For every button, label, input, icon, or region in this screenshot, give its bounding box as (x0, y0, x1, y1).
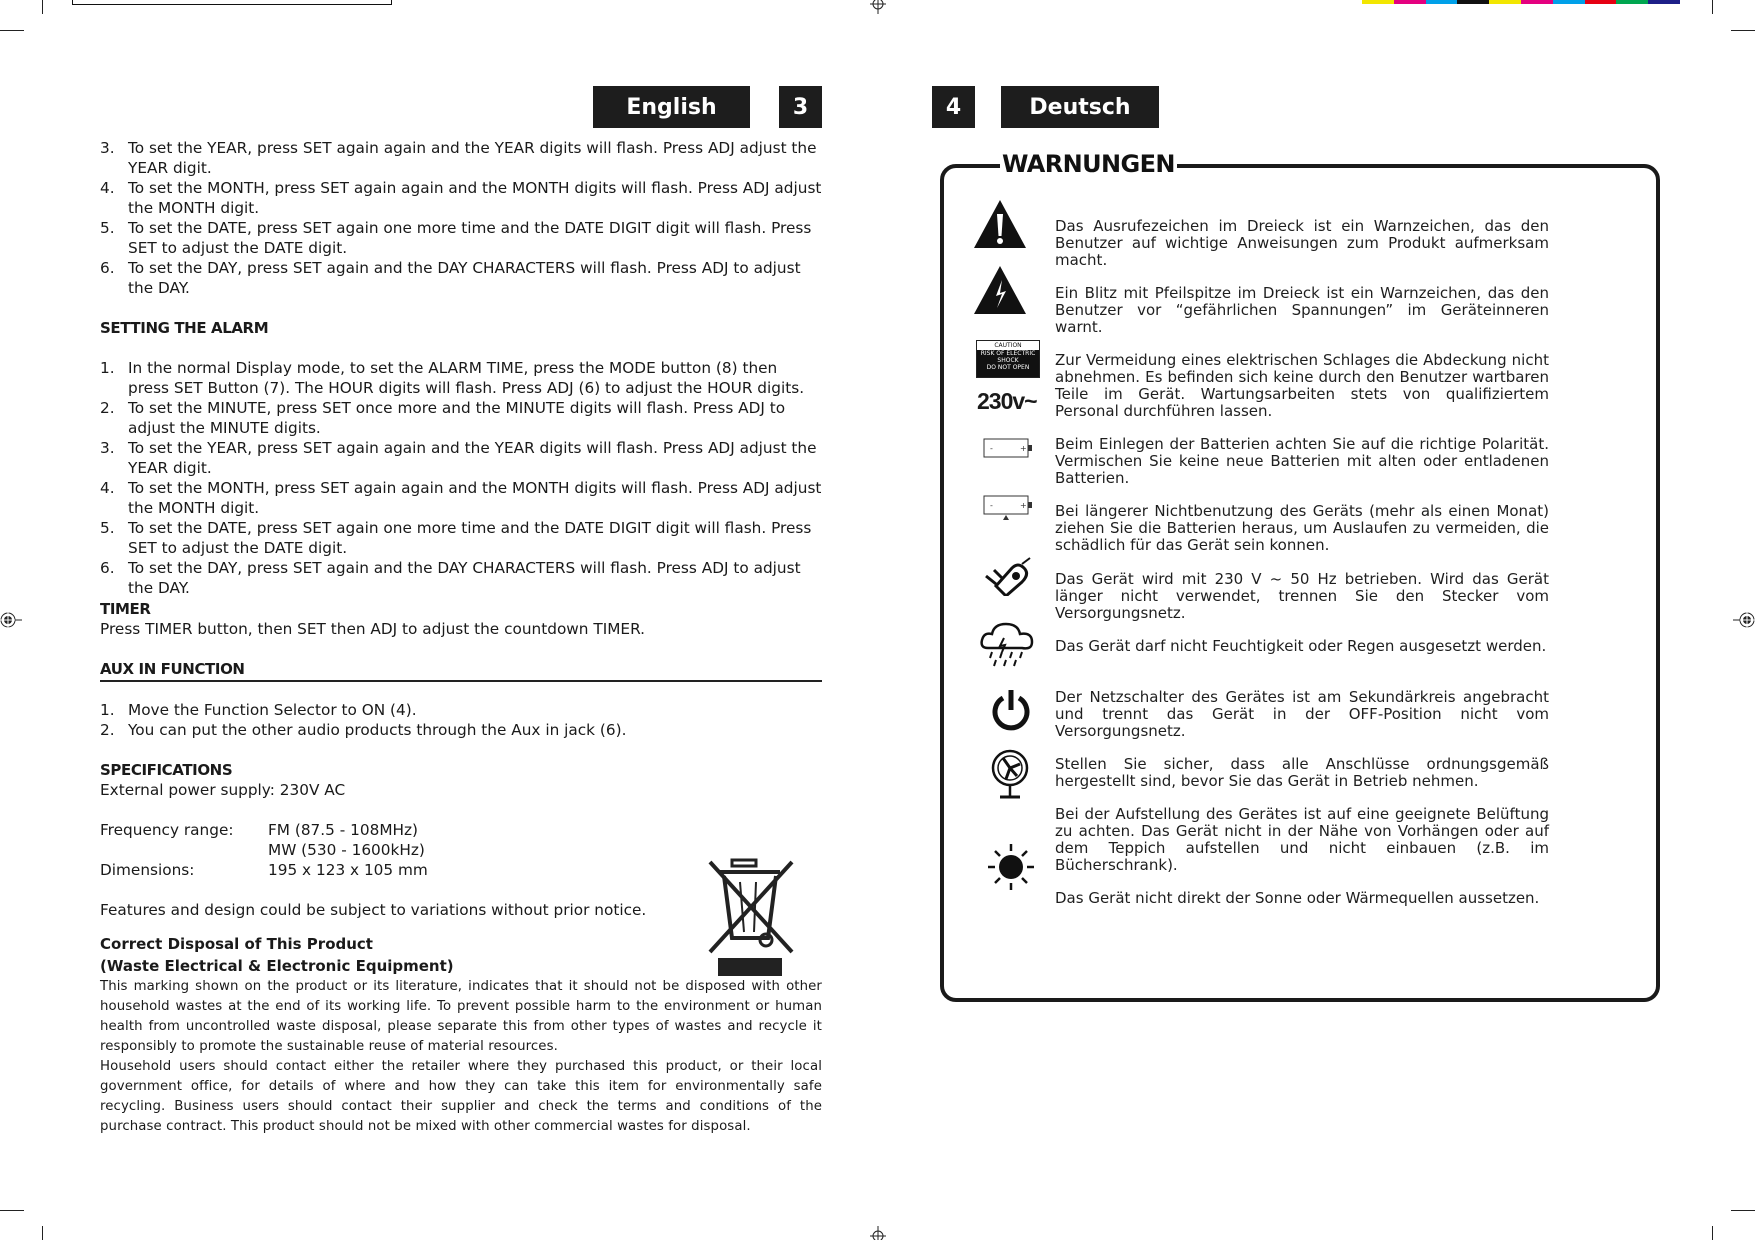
english-column (100, 138, 822, 1137)
svg-text:+: + (1020, 444, 1027, 453)
list-text: In the normal Display mode, to set the ALARM TIME, press the MODE button (8) then press SET Button (7). The HOUR digits will flash. Press ADJ (6) to adjust the HOUR digits. (128, 359, 805, 397)
variation-notice: Features and design could be subject to variations without prior notice. (100, 901, 647, 919)
list-text: To set the DATE, press SET again one more time and the DATE DIGIT digit will flash. Press SET to adjust the DATE digit. (128, 519, 812, 557)
list-number: 6. (100, 559, 115, 577)
power-plug-icon (982, 556, 1032, 596)
crop-mark (1731, 30, 1755, 31)
crop-mark (1712, 1226, 1713, 1240)
exclamation-triangle-icon (972, 198, 1028, 250)
list-text: To set the DAY, press SET again and the DAY CHARACTERS will flash. Press ADJ to adjust the DAY. (128, 559, 801, 597)
warning-text: Ein Blitz mit Pfeilspitze im Dreieck ist ein Warnzeichen, das den Benutzer vor “gefährlichen Spannungen” im Geräteinneren warnt. (1055, 284, 1549, 336)
crop-mark (1712, 0, 1713, 14)
warning-text: Der Netzschalter des Gerätes ist am Sekundärkreis angebracht und trennt das Gerät in der OFF-Position nicht vom Versorgungsnetz. (1055, 688, 1549, 740)
power-switch-icon (989, 688, 1033, 732)
caution-label-icon (976, 340, 1040, 378)
spec-label: Dimensions: (100, 861, 195, 879)
caution-text: RISK OF ELECTRIC (980, 350, 1036, 357)
svg-text:-: - (990, 501, 993, 510)
list-text: To set the MONTH, press SET again again and the MONTH digits will flash. Press ADJ adjust the MONTH digit. (128, 179, 822, 217)
list-number: 6. (100, 259, 115, 277)
specs-heading: SPECIFICATIONS (100, 761, 233, 779)
list-text: To set the MONTH, press SET again again and the MONTH digits will flash. Press ADJ adjust the MONTH digit. (128, 479, 822, 517)
list-item (100, 558, 822, 598)
warning-text: Stellen Sie sicher, dass alle Anschlüsse ordnungsgemäß hergestellt sind, bevor Sie das Gerät in Betrieb nehmen. (1055, 755, 1549, 790)
list-item (100, 398, 822, 438)
page-number: 4 (945, 94, 962, 120)
power-supply: External power supply: 230V AC (100, 781, 346, 799)
caution-text: CAUTION (977, 341, 1039, 350)
list-item (100, 358, 822, 398)
list-text: To set the DATE, press SET again one more time and the DATE DIGIT digit will flash. Press SET to adjust the DATE digit. (128, 219, 812, 257)
list-text: To set the MINUTE, press SET once more and the MINUTE digits will flash. Press ADJ to adjust the MINUTE digits. (128, 399, 786, 437)
spec-label: Frequency range: (100, 821, 234, 839)
list-item (100, 178, 822, 218)
battery-polarity-icon (982, 436, 1034, 460)
crossed-out-bin-icon (706, 856, 796, 978)
list-text: Move the Function Selector to ON (4). (128, 701, 417, 719)
warnings-title: WARNUNGEN (1002, 150, 1175, 178)
warning-text: Das Ausrufezeichen im Dreieck ist ein Warnzeichen, das den Benutzer auf wichtige Anweisungen zum Produkt aufmerksam macht. (1055, 217, 1549, 269)
page-number-left (779, 86, 822, 128)
timer-text: Press TIMER button, then SET then ADJ to adjust the countdown TIMER. (100, 620, 646, 638)
spec-frequency (100, 820, 822, 840)
svg-text:+: + (1020, 501, 1027, 510)
disposal-paragraph: This marking shown on the product or its literature, indicates that it should not be disposed with other household wastes at the end of its working life. To prevent possible harm to the environment or human health from uncontrolled waste disposal, please separate this from other types of wastes and recycle it responsibly to promote the sustainable reuse of material resources. (100, 979, 822, 1054)
list-text: To set the DAY, press SET again and the DAY CHARACTERS will flash. Press ADJ to adjust the DAY. (128, 259, 801, 297)
registration-mark-icon (868, 1226, 888, 1240)
timer-heading: TIMER (100, 600, 151, 618)
list-text: To set the YEAR, press SET again again and the YEAR digits will flash. Press ADJ adjust the YEAR digit. (128, 139, 817, 177)
list-number: 2. (100, 399, 115, 417)
color-swatch (1394, 0, 1426, 4)
warning-text: Bei längerer Nichtbenutzung des Geräts (mehr als einen Monat) ziehen Sie die Batterien heraus, um Auslaufen zu vermeiden, die schädlich für das Gerät sein konnen. (1055, 502, 1549, 554)
crop-mark (0, 1210, 24, 1211)
list-item (100, 478, 822, 518)
battery-remove-icon (982, 493, 1034, 523)
crop-mark (42, 1226, 43, 1240)
alarm-heading: SETTING THE ALARM (100, 319, 269, 337)
sun-icon (986, 842, 1036, 892)
page-number-right (932, 86, 975, 128)
list-item (100, 218, 822, 258)
ventilation-fan-icon (988, 748, 1032, 800)
rain-cloud-icon (978, 620, 1036, 668)
registration-mark-icon (1733, 608, 1755, 632)
warning-text: Das Gerät wird mit 230 V ~ 50 Hz betrieben. Wird das Gerät länger nicht verwendet, trennen Sie den Stecker vom Versorgungsnetz. (1055, 570, 1549, 622)
color-swatch (1585, 0, 1617, 4)
color-swatch (1616, 0, 1648, 4)
list-text: You can put the other audio products through the Aux in jack (6). (128, 721, 627, 739)
list-number: 2. (100, 721, 115, 739)
print-gray-bar (72, 0, 392, 5)
list-number: 4. (100, 179, 115, 197)
clock-setting-list (100, 138, 822, 298)
language-label: Deutsch (1029, 94, 1131, 120)
registration-mark-icon (0, 608, 22, 632)
warning-text: Bei der Aufstellung des Gerätes ist auf eine geeignete Belüftung zu achten. Das Gerät nicht in der Nähe von Vorhängen oder auf dem Teppich aufstellen und nicht einbauen (z.B. im Bücherschrank). (1055, 805, 1549, 874)
list-item (100, 700, 822, 720)
crop-mark (42, 0, 43, 14)
color-swatch (1426, 0, 1458, 4)
spec-value: FM (87.5 - 108MHz) (268, 821, 419, 839)
caution-text: DO NOT OPEN (986, 364, 1030, 371)
warning-text: Zur Vermeidung eines elektrischen Schlages die Abdeckung nicht abnehmen. Es befinden sich keine durch den Benutzer wartbaren Teile im Gerät. Wartungsarbeiten stets von qualifiziertem Personal durchführen lassen. (1055, 351, 1549, 420)
list-item (100, 258, 822, 298)
aux-heading: AUX IN FUNCTION (100, 659, 822, 682)
color-swatch (1489, 0, 1521, 4)
crop-mark (0, 30, 24, 31)
color-swatch (1648, 0, 1680, 4)
caution-text: SHOCK (997, 357, 1019, 364)
spec-value: MW (530 - 1600kHz) (268, 841, 425, 859)
page-number: 3 (792, 94, 809, 120)
warning-text: Das Gerät nicht direkt der Sonne oder Wärmequellen aussetzen. (1055, 889, 1540, 907)
language-label: English (626, 94, 717, 120)
color-swatch (1521, 0, 1553, 4)
list-number: 4. (100, 479, 115, 497)
svg-text:-: - (990, 444, 993, 453)
print-color-bar (1362, 0, 1680, 4)
color-swatch (1457, 0, 1489, 4)
registration-mark-icon (868, 0, 888, 14)
list-number: 1. (100, 701, 115, 719)
list-number: 3. (100, 439, 115, 457)
list-number: 1. (100, 359, 115, 377)
list-item (100, 720, 822, 740)
list-number: 3. (100, 139, 115, 157)
list-item (100, 438, 822, 478)
list-item (100, 138, 822, 178)
language-tab-deutsch (1001, 86, 1159, 128)
lightning-triangle-icon (972, 264, 1028, 316)
warning-text: Beim Einlegen der Batterien achten Sie auf die richtige Polarität. Vermischen Sie keine neue Batterien mit alten oder entladenen Batterien. (1055, 435, 1549, 487)
alarm-setting-list (100, 358, 822, 598)
list-number: 5. (100, 219, 115, 237)
language-tab-english (593, 86, 750, 128)
aux-list (100, 700, 822, 740)
list-item (100, 518, 822, 558)
voltage-label: 230v~ (977, 388, 1037, 414)
disposal-title: Correct Disposal of This Product (100, 935, 373, 953)
color-swatch (1362, 0, 1394, 4)
disposal-paragraph: Household users should contact either the retailer where they purchased this product, or their local government office, for details of where and how they can take this item for environmentally safe recycling. Business users should contact their supplier and check the terms and conditions of the purchase contract. This product should not be mixed with other commercial wastes for disposal. (100, 1059, 822, 1134)
warning-text: Das Gerät darf nicht Feuchtigkeit oder Regen ausgesetzt werden. (1055, 637, 1547, 655)
list-text: To set the YEAR, press SET again again and the YEAR digits will flash. Press ADJ adjust the YEAR digit. (128, 439, 817, 477)
disposal-subtitle: (Waste Electrical & Electronic Equipment) (100, 957, 454, 975)
color-swatch (1553, 0, 1585, 4)
spec-value: 195 x 123 x 105 mm (268, 861, 428, 879)
list-number: 5. (100, 519, 115, 537)
crop-mark (1731, 1210, 1755, 1211)
